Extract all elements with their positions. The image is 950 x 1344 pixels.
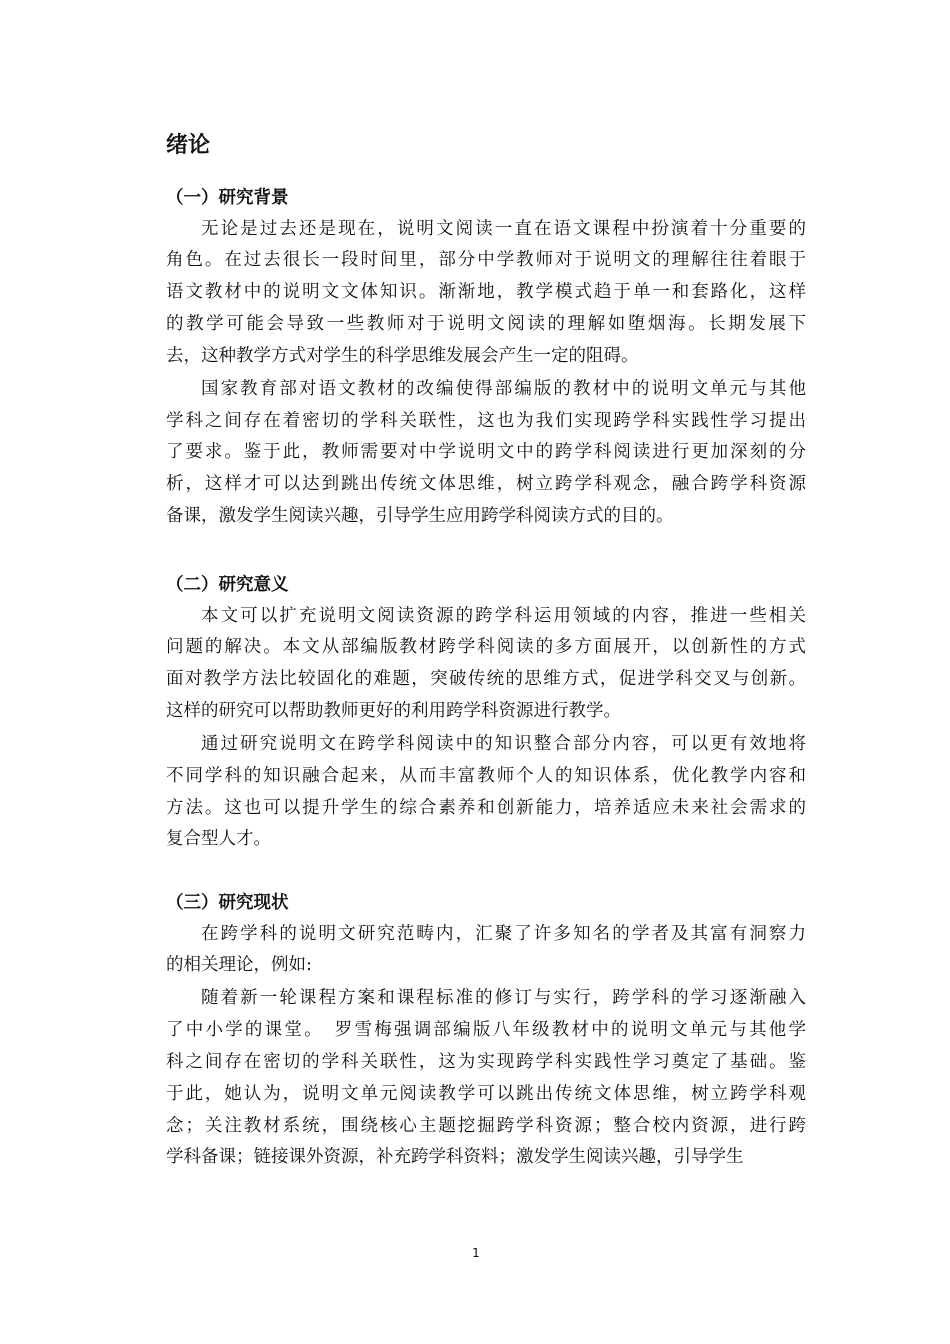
paragraph-line: 科之间存在密切的学科关联性，这为实现跨学科实践性学习奠定了基础。鉴	[166, 1051, 806, 1072]
paragraph-line: 方法。这也可以提升学生的综合素养和创新能力，培养适应未来社会需求的	[166, 797, 806, 818]
paragraph-line: 面对教学方法比较固化的难题，突破传统的思维方式，促进学科交叉与创新。	[166, 669, 806, 690]
paragraph-line: 国家教育部对语文教材的改编使得部编版的教材中的说明文单元与其他	[201, 378, 806, 399]
paragraph-line: 不同学科的知识融合起来，从而丰富教师个人的知识体系，优化教学内容和	[166, 765, 806, 786]
paragraph-line: 析，这样才可以达到跳出传统文体思维，树立跨学科观念，融合跨学科资源	[166, 474, 806, 495]
paragraph-line: 语文教材中的说明文文体知识。渐渐地，教学模式趋于单一和套路化，这样	[166, 282, 806, 303]
paragraph-line: 问题的解决。本文从部编版教材跨学科阅读的多方面展开，以创新性的方式	[166, 637, 806, 658]
paragraph-line: 这样的研究可以帮助教师更好的利用跨学科资源进行教学。	[166, 701, 621, 722]
paragraph-line: 随着新一轮课程方案和课程标准的修订与实行，跨学科的学习逐渐融入	[201, 987, 806, 1008]
paragraph-line: 在跨学科的说明文研究范畴内，汇聚了许多知名的学者及其富有洞察力	[201, 923, 806, 944]
section-heading: （一）研究背景	[166, 188, 289, 208]
paragraph-line: 了要求。鉴于此，教师需要对中学说明文中的跨学科阅读进行更加深刻的分	[166, 442, 806, 463]
paragraph-line: 备课，激发学生阅读兴趣，引导学生应用跨学科阅读方式的目的。	[166, 506, 674, 527]
section-heading: （二）研究意义	[166, 575, 289, 595]
page-number: 1	[472, 1246, 480, 1260]
paragraph-line: 去，这种教学方式对学生的科学思维发展会产生一定的阻碍。	[166, 346, 639, 367]
paragraph-line: 了中小学的课堂。 罗雪梅强调部编版八年级教材中的说明文单元与其他学	[166, 1019, 806, 1040]
paragraph-line: 本文可以扩充说明文阅读资源的跨学科运用领域的内容，推进一些相关	[201, 605, 806, 626]
paragraph-line: 学科备课；链接课外资源，补充跨学科资料；激发学生阅读兴趣，引导学生	[166, 1147, 744, 1168]
paragraph-line: 于此，她认为，说明文单元阅读教学可以跳出传统文体思维，树立跨学科观	[166, 1083, 806, 1104]
paragraph-line: 的相关理论，例如:	[166, 955, 312, 976]
paragraph-line: 无论是过去还是现在，说明文阅读一直在语文课程中扮演着十分重要的	[201, 218, 806, 239]
chapter-title: 绪论	[166, 133, 211, 158]
paragraph-line: 念；关注教材系统，围绕核心主题挖掘跨学科资源；整合校内资源，进行跨	[166, 1115, 806, 1136]
paragraph-line: 的教学可能会导致一些教师对于说明文阅读的理解如堕烟海。长期发展下	[166, 314, 806, 335]
paragraph-line: 通过研究说明文在跨学科阅读中的知识整合部分内容，可以更有效地将	[201, 733, 806, 754]
paragraph-line: 复合型人才。	[166, 829, 271, 850]
paragraph-line: 学科之间存在着密切的学科关联性，这也为我们实现跨学科实践性学习提出	[166, 410, 806, 431]
paragraph-line: 角色。在过去很长一段时间里，部分中学教师对于说明文的理解往往着眼于	[166, 250, 806, 271]
section-heading: （三）研究现状	[166, 893, 289, 913]
